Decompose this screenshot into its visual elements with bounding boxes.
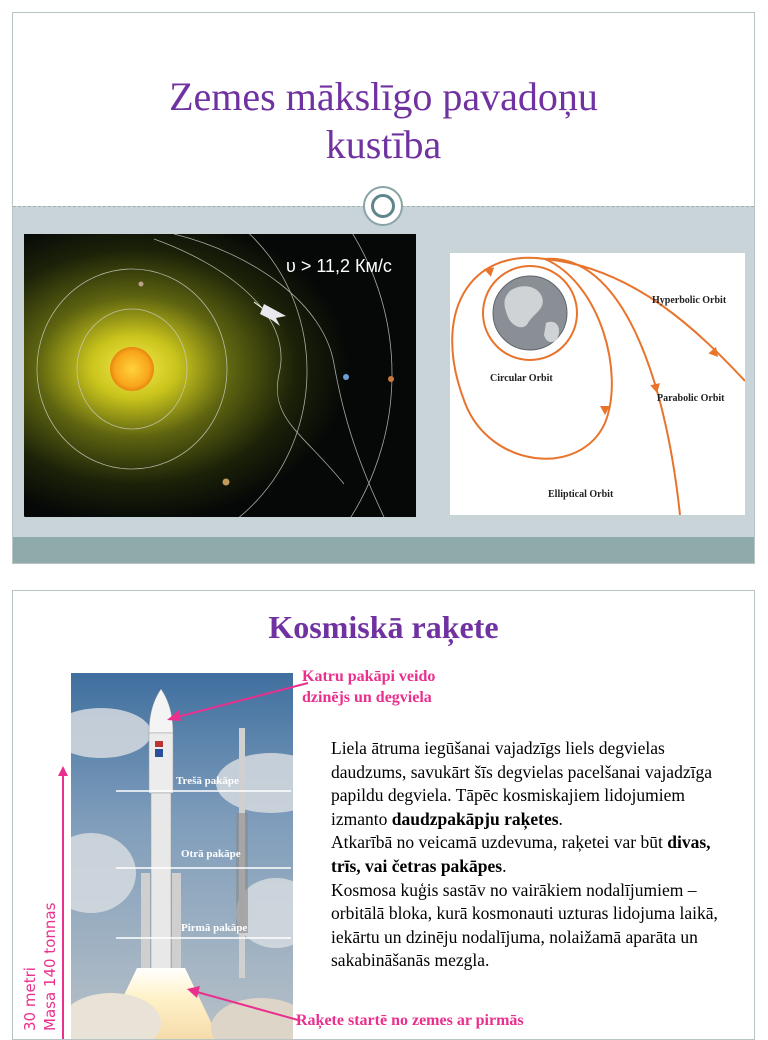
- paragraph-part2-end: .: [502, 855, 507, 876]
- elliptical-orbit-label: Elliptical Orbit: [548, 489, 614, 500]
- paragraph-part3: Kosmosa kuģis sastāv no vairākiem nodalījumiem – orbitālā bloka, kurā kosmonauti uzturas lidojuma laikā, iekārtu un dzinēju nodalījuma, nolaižamā aparāta un sakabināšanās mezgla.: [331, 879, 718, 971]
- stage-label-third: Trešā pakāpe: [176, 775, 239, 787]
- callout-arrow-top: [163, 679, 313, 724]
- earth-globe-icon: [493, 276, 567, 350]
- slide1-footer-band: [13, 537, 754, 564]
- stage-label-first: Pirmā pakāpe: [181, 922, 248, 934]
- rocket-mass-label: Masa 140 tonnas: [41, 902, 59, 1031]
- slide-orbits: [12, 12, 755, 564]
- launch-callout: Raķete startē no zemes ar pirmās: [296, 1012, 524, 1029]
- paragraph-bold-stages: divas, trīs, vai četras pakāpes: [331, 832, 711, 876]
- divider-circle-ornament: [363, 186, 403, 226]
- slide-space-rocket: [12, 590, 755, 1040]
- rocket-dimensions-annotation: [13, 766, 83, 1040]
- slide1-title-line2: kustība: [325, 122, 442, 167]
- stage-composition-callout: [302, 666, 435, 708]
- solar-system-image: [24, 234, 416, 517]
- paragraph-part1: Liela ātruma iegūšanai vajadzīgs liels degvielas daudzums, savukārt šīs degvielas pacelšanai vajadzīga papildu degviela. Tāpēc kosmiskajiem lidojumiem izmanto: [331, 738, 712, 829]
- paragraph-part2: Atkarībā no veicamā uzdevuma, raķetei var būt: [331, 832, 668, 853]
- paragraph-part1-end: .: [558, 808, 563, 829]
- callout-arrow-bottom: [183, 986, 303, 1026]
- sun-icon: [110, 347, 154, 391]
- circular-orbit-label: Circular Orbit: [490, 373, 553, 384]
- up-arrow-icon: [58, 766, 68, 776]
- slide1-title: [13, 73, 754, 169]
- parabolic-orbit-label: Parabolic Orbit: [657, 393, 725, 404]
- stage-label-second: Otrā pakāpe: [181, 848, 241, 860]
- callout-top-line1: Katru pakāpi veido: [302, 668, 436, 685]
- paragraph-bold-multistage: daudzpakāpju raķetes: [391, 808, 559, 829]
- callout-top-line2: dzinējs un degviela: [302, 689, 432, 706]
- rocket-launch-photo: [71, 673, 293, 1040]
- rocket-height-label: 30 metri: [21, 967, 39, 1031]
- rocket-description: [331, 737, 741, 973]
- velocity-label: υ > 11,2 Км/с: [286, 256, 392, 276]
- slide1-title-line1: Zemes mākslīgo pavadoņu: [169, 74, 598, 119]
- hyperbolic-orbit-label: Hyperbolic Orbit: [652, 295, 727, 306]
- slide2-title: Kosmiskā raķete: [268, 609, 499, 645]
- orbit-types-diagram: [450, 253, 745, 515]
